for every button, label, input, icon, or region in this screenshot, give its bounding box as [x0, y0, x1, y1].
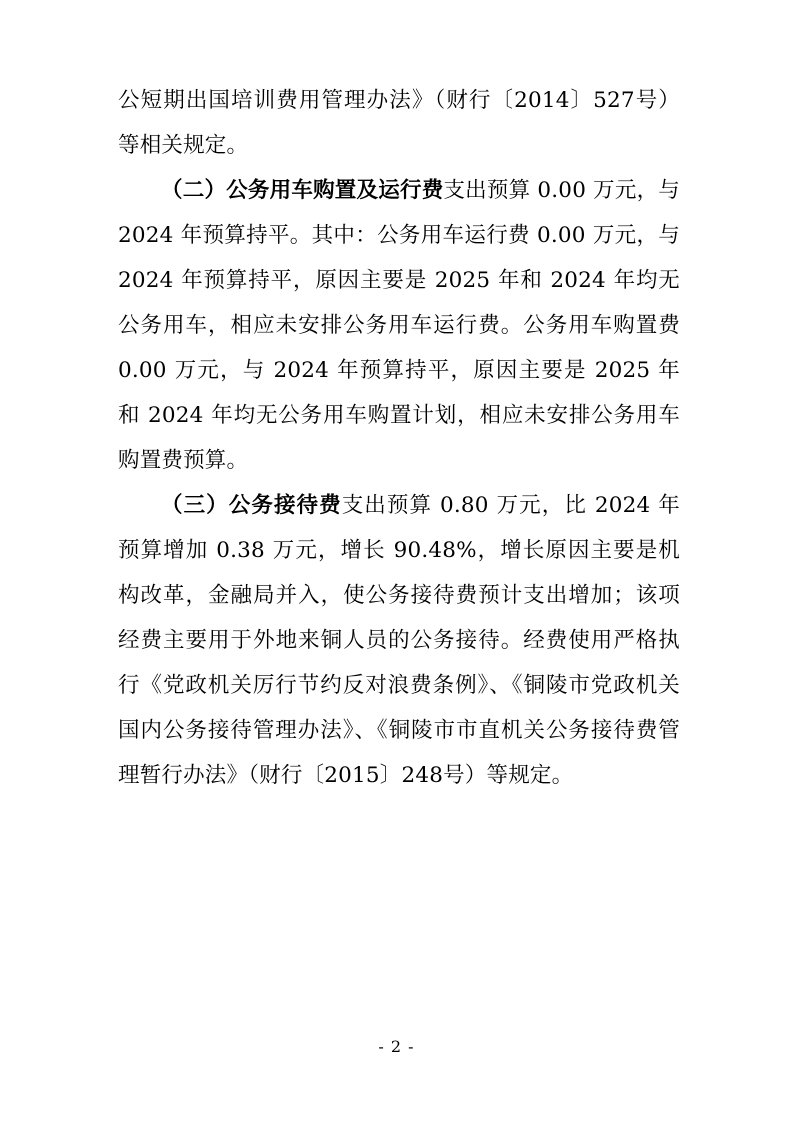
- page-number: - 2 -: [378, 1037, 415, 1056]
- paragraph-2-text: 支出预算 0.00 万元，与 2024 年预算持平。其中：公务用车运行费 0.00 万元，与 2024 年预算持平，原因主要是 2025 年和 2024 年均无公务用车，相应未安排公务用车运行费。公务用车购置费 0.00 万元，与 2024 年预算持平，原因主要是 2025 年和 2024 年均无公务用车购置计划，相应未安排公务用车购置费预算。: [118, 178, 681, 473]
- paragraph-2-heading: （二）公务用车购置及运行费: [161, 178, 444, 203]
- paragraph-1-text: 公短期出国培训费用管理办法》（财行〔2014〕527号）等相关规定。: [118, 88, 680, 158]
- paragraph-3-heading: （三）公务接待费: [161, 493, 342, 518]
- paragraph-3: [118, 483, 680, 798]
- paragraph-1: [118, 78, 680, 168]
- paragraph-3-text: 支出预算 0.80 万元，比 2024 年预算增加 0.38 万元，增长 90.48%，增长原因主要是机构改革，金融局并入，使公务接待费预计支出增加；该项经费主要用于外地来铜人员的公务接待。经费使用严格执行《党政机关厉行节约反对浪费条例》、《铜陵市党政机关国内公务接待管理办法》、《铜陵市市直机关公务接待费管理暂行办法》（财行〔2015〕248号）等规定。: [118, 493, 681, 788]
- paragraph-2: [118, 168, 680, 483]
- document-body: [118, 78, 680, 798]
